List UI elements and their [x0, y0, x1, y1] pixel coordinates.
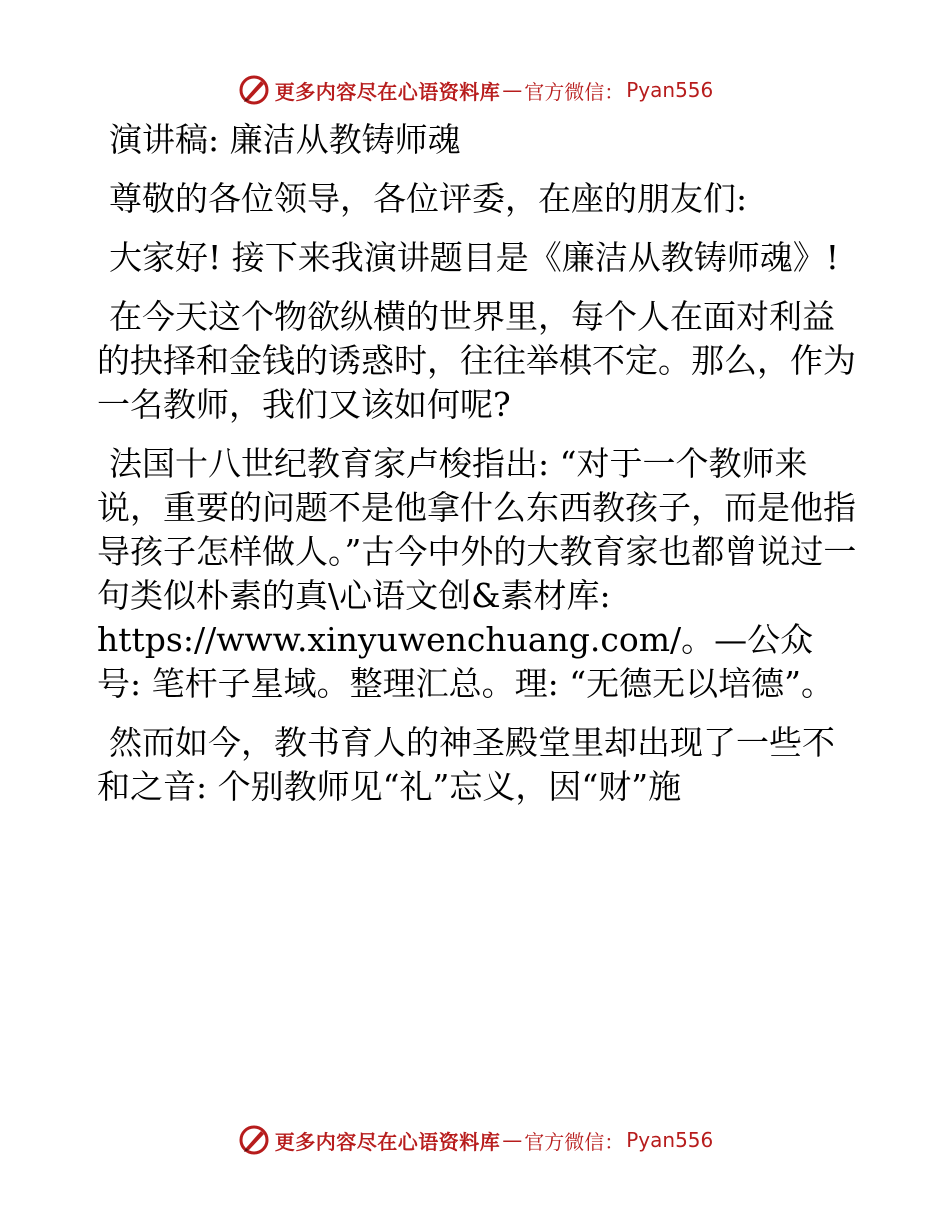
- footer-wechat-id: Pyan556: [626, 1128, 714, 1152]
- paragraph-greeting: 尊敬的各位领导，各位评委，在座的朋友们:: [109, 179, 748, 218]
- footer-wechat-label: 官方微信：: [524, 1129, 625, 1154]
- paragraph-question: 在今天这个物欲纵横的世界里，每个人在面对利益的抉择和金钱的诱惑时，往往举棋不定。那么，作为一名教师，我们又该如何呢?: [97, 297, 856, 424]
- header-separator: —: [502, 78, 523, 102]
- header-site-text: 更多内容尽在心语资料库: [274, 79, 501, 104]
- footer-site-text: 更多内容尽在心语资料库: [274, 1129, 501, 1154]
- document-title: 演讲稿: 廉洁从教铸师魂: [109, 120, 461, 159]
- header-wechat-label: 官方微信：: [524, 79, 625, 104]
- pen-logo-icon: [237, 73, 271, 107]
- pen-logo-icon: [237, 1123, 271, 1157]
- header-wechat-id: Pyan556: [626, 78, 714, 102]
- paragraph-intro: 大家好! 接下来我演讲题目是《廉洁从教铸师魂》!: [109, 238, 840, 277]
- footer-separator: —: [502, 1128, 523, 1152]
- paragraph-however: 然而如今，教书育人的神圣殿堂里却出现了一些不和之音: 个别教师见“礼”忘义，因“财”施: [97, 723, 835, 806]
- footer-banner: [0, 1120, 950, 1160]
- header-banner: [0, 70, 950, 110]
- paragraph-rousseau: 法国十八世纪教育家卢梭指出: “对于一个教师来说，重要的问题不是他拿什么东西教孩子，而是他指导孩子怎样做人。”古今中外的大教育家也都曾说过一句类似朴素的真\心语文创&素材库:: [97, 444, 857, 615]
- paragraph-url-line: https://www.xinyuwenchuang.com/。—公众号: 笔杆子星域。整理汇总。理: “无德无以培德”。: [97, 620, 834, 703]
- document-body: [97, 118, 857, 824]
